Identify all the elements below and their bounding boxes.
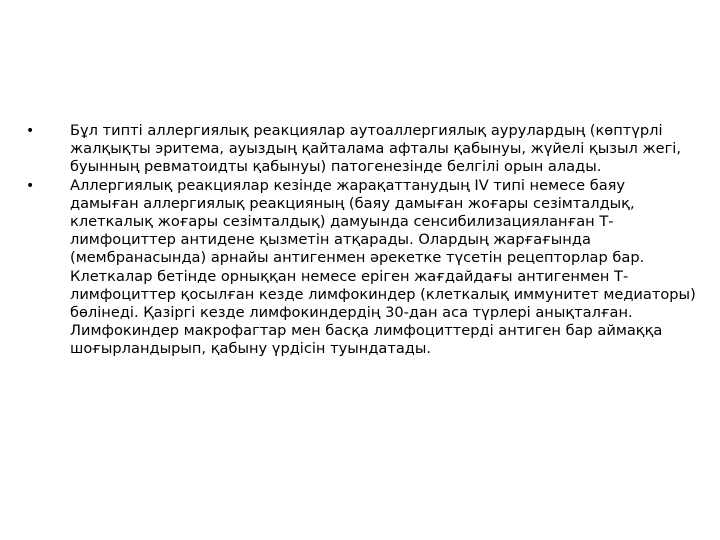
bullet-marker-icon: • <box>26 123 35 139</box>
bullet-text: Бұл типті аллергиялық реакциялар аутоаллергиялық аурулардың (көптүрлі жалқықты эритема, ауыздың қайталама афталы қабынуы, жүйелі қызыл жегі, буынның ревматоидты қабынуы) патогенезінде белгілі орын алады. <box>70 122 681 176</box>
bullet-marker-icon: • <box>26 177 35 194</box>
bullet-item-2 <box>26 177 696 359</box>
bullet-item-1 <box>26 122 696 177</box>
bullet-text: Аллергиялық реакциялар кезінде жарақаттанудың IV типі немесе баяу дамыған аллергиялық реакцияның (баяу дамыған жоғары сезімталдық, клеткалық жоғары сезімталдық) дамуында сенсибилизацияланған Т-лимфоциттер антидене қызметін атқарады. Олардың жарғағында (мембранасында) арнайы антигенмен әрекетке түсетін рецепторлар бар. Клеткалар бетінде орныққан немесе еріген жағдайдағы антигенмен Т-лимфоциттер қосылған кезде лимфокиндер (клеткалық иммунитет медиаторы) бөлінеді. Қазіргі кезде лимфокиндердің 30-дан аса түрлері анықталған. Лимфокиндер макрофагтар мен басқа лимфоциттерді антиген бар аймаққа шоғырландырып, қабыну үрдісін туындатады. <box>70 176 696 358</box>
bullet-list <box>26 122 696 359</box>
